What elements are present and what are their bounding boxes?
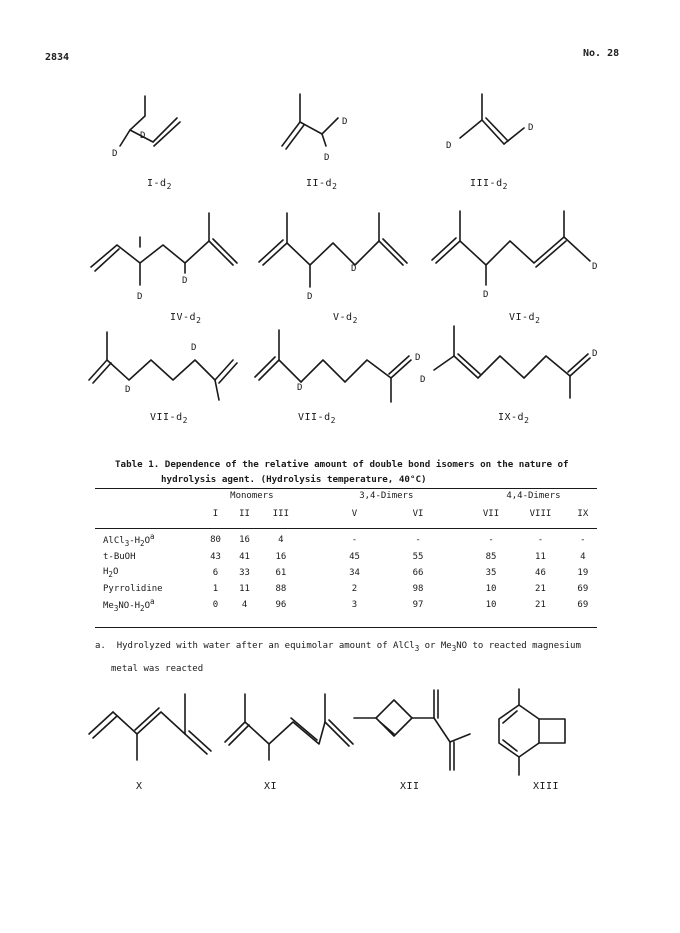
- structure-IX-d2: [420, 322, 610, 407]
- label-IV-d2: $IV-d_2$: [170, 312, 202, 325]
- col-header: VIII: [529, 508, 552, 519]
- structure-VI-d2: [430, 205, 610, 300]
- col-header: VI: [412, 508, 424, 519]
- structure-I-d2: [110, 90, 210, 170]
- label-V-d2: $V-d_2$: [333, 312, 358, 325]
- group-header: 4,4-Dimers: [506, 490, 561, 501]
- col-header: I: [212, 508, 219, 519]
- atom-D: D: [182, 276, 188, 286]
- journal-issue: No. 28: [583, 48, 620, 59]
- atom-D: D: [420, 375, 426, 385]
- col-header: II: [239, 508, 250, 519]
- atom-D: D: [528, 123, 534, 133]
- table-row: Pyrrolidine 1 11 88 2 98 10 21 69: [95, 581, 597, 597]
- atom-D: D: [137, 292, 143, 302]
- structure-IV-d2: [85, 205, 245, 300]
- table-caption: Table 1. Dependence of the relative amount of double bond isomers on the nature of hydrolysis agent. (Hydrolysis temperature, 40°C): [115, 459, 569, 485]
- label-III-d2: III-$d_2$: [470, 178, 508, 191]
- table-header-rule: [95, 528, 597, 529]
- label-VII-d2-a: VII-$d_2$: [150, 412, 188, 425]
- atom-D: D: [342, 117, 348, 127]
- structure-VII-d2-b: [255, 326, 425, 411]
- atom-D: D: [297, 383, 303, 393]
- label-XI: XI: [264, 781, 278, 792]
- page-number: 2834: [45, 52, 70, 63]
- table-row: t-BuOH 43 41 16 45 55 85 11 4: [95, 549, 597, 565]
- col-header: IX: [577, 508, 589, 519]
- label-IX-d2: $IX-d_2$: [498, 412, 530, 425]
- atom-D: D: [592, 349, 598, 359]
- structure-X: [85, 690, 215, 770]
- col-header: III: [272, 508, 290, 519]
- table-row: $H_2O$ 6 33 61 34 66 35 46 19: [95, 565, 597, 581]
- atom-D: D: [592, 262, 598, 272]
- row-label: $AlCl_3-H_2O^a$: [103, 532, 155, 548]
- structure-II-d2: [270, 88, 370, 168]
- group-header: Monomers: [230, 490, 274, 501]
- atom-D: D: [140, 131, 146, 141]
- label-I-d2: $I-d_2$: [147, 178, 172, 191]
- table-row: $AlCl_3-H_2O^a$ 80 16 4 - - - - -: [95, 523, 597, 549]
- table-row: $Me_3NO-H_2O^a$ 0 4 96 3 97 10 21 69: [95, 597, 597, 613]
- structure-XII: [350, 690, 480, 780]
- atom-D: D: [191, 343, 197, 353]
- atom-D: D: [351, 264, 357, 274]
- table-footnote: a. Hydrolyzed with water after an equimolar amount of AlCl$_3$ or $Me_3NO$ to reacted magnesium metal was reacted: [95, 641, 581, 674]
- structure-XIII: [485, 685, 595, 785]
- atom-D: D: [483, 290, 489, 300]
- atom-D: D: [125, 385, 131, 395]
- label-VII-d2-b: VII-$d_2$: [298, 412, 336, 425]
- group-header: 3,4-Dimers: [359, 490, 414, 501]
- structure-III-d2: [440, 88, 550, 168]
- atom-D: D: [415, 353, 421, 363]
- structure-V-d2: [255, 205, 415, 300]
- atom-D: D: [307, 292, 313, 302]
- label-XII: XII: [400, 781, 420, 792]
- row-label: $H_2O$: [103, 567, 119, 579]
- structure-XI: [225, 690, 355, 770]
- label-II-d2: $II-d_2$: [306, 178, 338, 191]
- col-header: V: [351, 508, 358, 519]
- label-X: X: [136, 781, 143, 792]
- atom-D: D: [446, 141, 452, 151]
- structure-VII-d2-a: [85, 326, 245, 406]
- atom-D: D: [112, 149, 118, 159]
- data-table: [95, 487, 597, 613]
- label-VI-d2: $VI-d_2$: [509, 312, 541, 325]
- label-XIII: XIII: [533, 781, 560, 792]
- table-bottom-rule: [95, 627, 597, 628]
- row-label: Pyrrolidine: [103, 584, 163, 594]
- row-label: $Me_3NO-H_2O^a$: [103, 597, 155, 613]
- col-header: VII: [482, 508, 500, 519]
- row-label: t-BuOH: [103, 552, 136, 562]
- atom-D: D: [324, 153, 330, 163]
